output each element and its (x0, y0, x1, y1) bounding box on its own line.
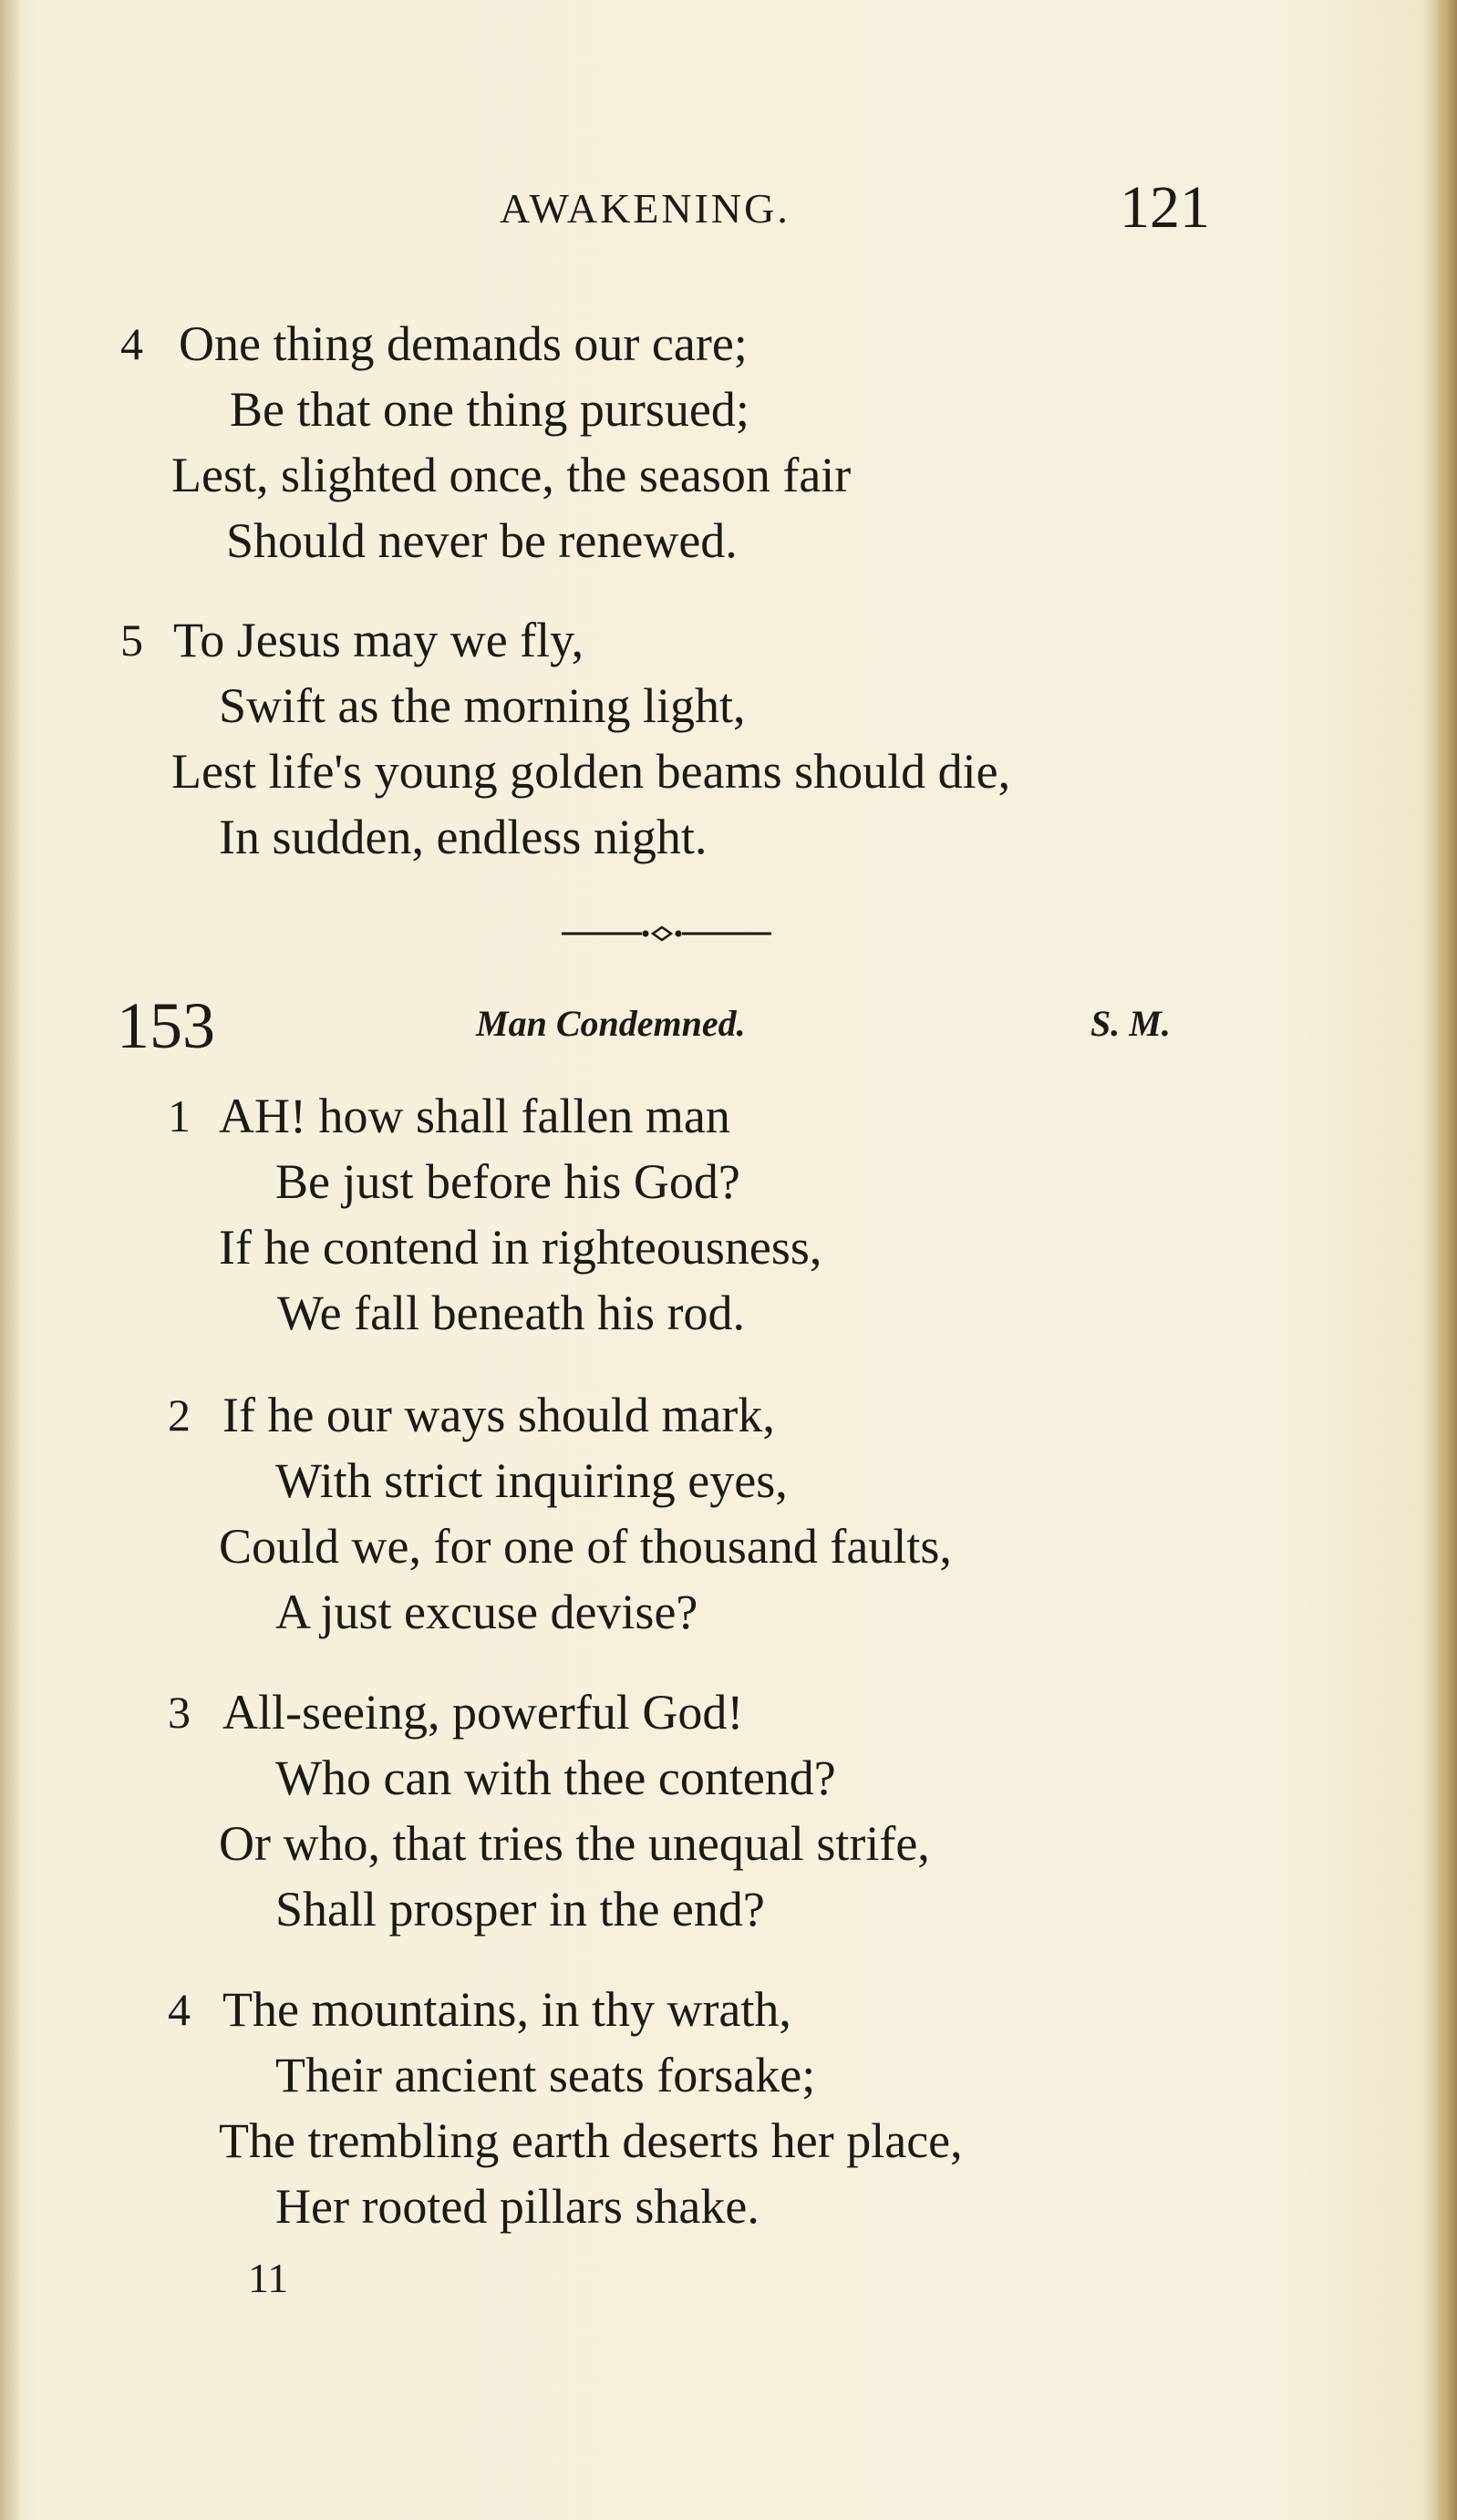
verse-number: 5 (120, 615, 143, 666)
page-number: 121 (1120, 174, 1210, 241)
verse-line: Be just before his God? (275, 1154, 740, 1209)
verse-number: 3 (168, 1687, 191, 1738)
verse-line: Swift as the morning light, (219, 678, 746, 733)
verse-line: With strict inquiring eyes, (275, 1453, 788, 1508)
hymn-title: Man Condemned. (476, 1003, 746, 1044)
verse-line: Should never be renewed. (226, 513, 738, 568)
ornament-rule (562, 924, 771, 944)
verse-line: The mountains, in thy wrath, (222, 1982, 791, 2037)
verse-line: The trembling earth deserts her place, (219, 2113, 963, 2168)
running-title: AWAKENING. (500, 185, 790, 232)
verse-line: If he contend in righteousness, (219, 1220, 822, 1275)
verse-line: Could we, for one of thousand faults, (219, 1519, 952, 1574)
page-edge (1437, 0, 1457, 2520)
verse-line: All-seeing, powerful God! (222, 1685, 744, 1740)
verse-line: Their ancient seats forsake; (275, 2048, 816, 2102)
verse-number: 4 (120, 318, 143, 369)
verse-line: If he our ways should mark, (222, 1388, 775, 1442)
hymn-meter: S. M. (1090, 1003, 1171, 1044)
verse-line: A just excuse devise? (275, 1585, 698, 1639)
hymn-number: 153 (117, 989, 215, 1062)
verse-line: We fall beneath his rod. (277, 1286, 745, 1340)
verse-line: Her rooted pillars shake. (275, 2179, 760, 2234)
verse-line: To Jesus may we fly, (173, 613, 584, 667)
verse-line: In sudden, endless night. (219, 810, 708, 864)
hymn-heading (0, 989, 1457, 1062)
page-header (0, 173, 1457, 255)
verse-line: Lest life's young golden beams should die, (171, 744, 1011, 799)
verse-line: Or who, that tries the unequal strife, (219, 1816, 930, 1871)
verse-line: Lest, slighted once, the season fair (171, 448, 852, 502)
verse-line: Who can with thee contend? (275, 1751, 836, 1805)
signature-mark: 11 (248, 2255, 289, 2301)
verse-number: 1 (168, 1090, 191, 1141)
verse-line: Be that one thing pursued; (230, 382, 749, 437)
verse-line: Shall prosper in the end? (275, 1882, 765, 1936)
verse-line: One thing demands our care; (179, 316, 748, 371)
verse-number: 2 (168, 1389, 191, 1441)
verse-line: AH! how shall fallen man (219, 1089, 730, 1143)
binding-shadow (0, 0, 22, 2520)
verse-number: 4 (168, 1984, 191, 2035)
